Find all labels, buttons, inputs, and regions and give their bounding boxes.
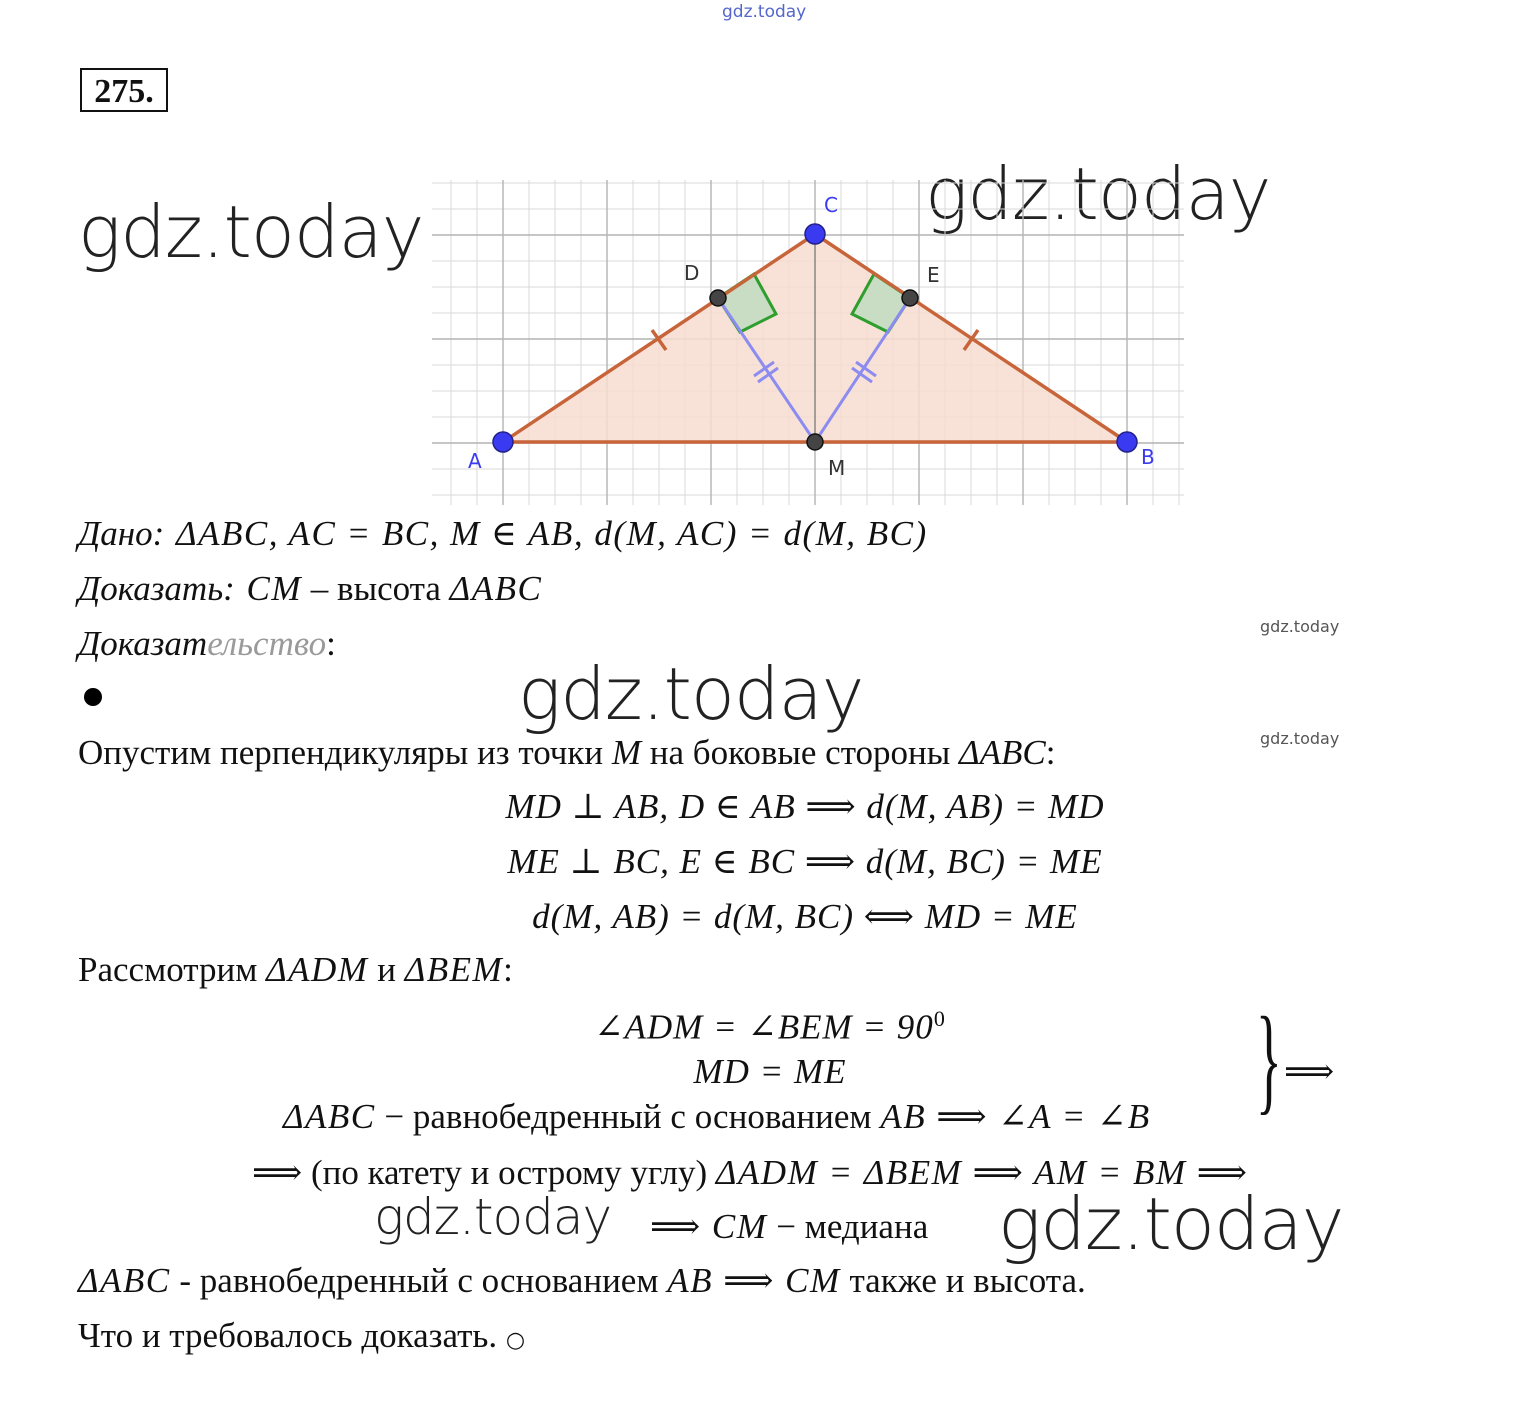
proof-label-colon: : [326,624,336,663]
system-line-3 [283,1097,1151,1137]
point-D [710,290,726,306]
label-C: C [824,193,838,217]
prove-line [78,569,542,609]
conclusion-2-math: ⟹ CM [650,1207,768,1246]
label-A: A [468,449,482,473]
step1-colon: : [1045,733,1056,772]
prove-math2: ΔABC [449,569,543,608]
step1-line [78,733,1055,773]
system-line-1 [420,1006,1120,1048]
watermark-bottom-left: gdz.today [374,1188,612,1246]
watermark-bottom-right: gdz.today [998,1182,1344,1266]
watermark-large-left: gdz.today [78,190,424,274]
system-line-1-text: ∠ADM = ∠BEM = 90 [594,1007,934,1047]
system-line-2: MD = ME [693,1052,847,1091]
watermark-small-2: gdz.today [1260,729,1340,748]
step1-math2: ΔABC [959,733,1046,772]
proof-label-faded: ельство [207,624,327,663]
qed-line [78,1316,525,1356]
point-C [805,224,825,244]
equation-2: ME ⊥ BC, E ∈ BC ⟹ d(M, BC) = ME [507,842,1103,881]
final-math1: ΔABC [78,1261,171,1300]
prove-math: : CM [223,569,303,608]
conclusion-2-text: − медиана [767,1207,929,1246]
equation-3: d(M, AB) = d(M, BC) ⟺ MD = ME [532,897,1078,936]
final-line [78,1261,1086,1301]
qed-text: Что и требовалось доказать. [78,1316,498,1355]
given-line [78,514,928,554]
step1-text: Опустим перпендикуляры из точки [78,733,612,772]
point-E [902,290,918,306]
given-label: Дано [78,514,153,553]
equation-1: MD ⊥ AB, D ∈ AB ⟹ d(M, AB) = MD [505,787,1105,826]
system-line-1-sup: 0 [933,1006,946,1031]
step1-math: M [611,733,642,772]
final-text1: - равнобедренный с основанием [170,1261,668,1300]
label-E: E [927,263,940,287]
step1-text2: на боковые стороны [641,733,960,772]
qed-symbol: ○ [505,1328,526,1353]
consider-math1: ΔADM [266,950,369,989]
conclusion-1-math: ΔADM = ΔBEM ⟹ AM = BM ⟹ [715,1153,1249,1192]
label-D: D [684,261,700,285]
consider-line [78,950,513,990]
triangle-figure [430,178,1186,508]
system-line-3-text: − равнобедренный с основанием [375,1097,881,1136]
proof-label [78,624,336,664]
consider-text2: и [368,950,405,989]
point-A [493,432,513,452]
watermark-small-1: gdz.today [1260,617,1340,636]
consider-colon: : [503,950,513,989]
point-B [1117,432,1137,452]
label-B: B [1141,445,1155,469]
system-arrow: ⟹ [1284,1052,1335,1091]
problem-number: 275. [80,68,168,112]
final-text2: также и высота. [840,1261,1086,1300]
bullet [84,688,102,706]
point-M [807,434,823,450]
prove-label: Доказать [78,569,224,608]
watermark-top: gdz.today [722,2,807,22]
consider-math2: ΔBEM [404,950,504,989]
label-M: M [828,456,846,480]
final-math2: AB ⟹ CM [667,1261,841,1300]
watermark-large-right: gdz.today [925,152,1271,236]
system-brace: } [1255,992,1282,1125]
consider-text: Рассмотрим [78,950,267,989]
given-text: : ΔABC, AC = BC, M ∈ AB, d(M, AC) = d(M, BC) [152,514,928,553]
watermark-middle: gdz.today [518,652,864,736]
system-line-3-math2: AB ⟹ ∠A = ∠B [880,1097,1151,1136]
conclusion-1-text: (по катету и острому углу) [302,1153,716,1192]
prove-text: – высота [302,569,450,608]
system-line-3-math1: ΔABC [283,1097,376,1136]
conclusion-2 [650,1207,928,1247]
proof-label-visible: Доказат [78,624,208,663]
conclusion-1-arrow: ⟹ [252,1153,303,1192]
